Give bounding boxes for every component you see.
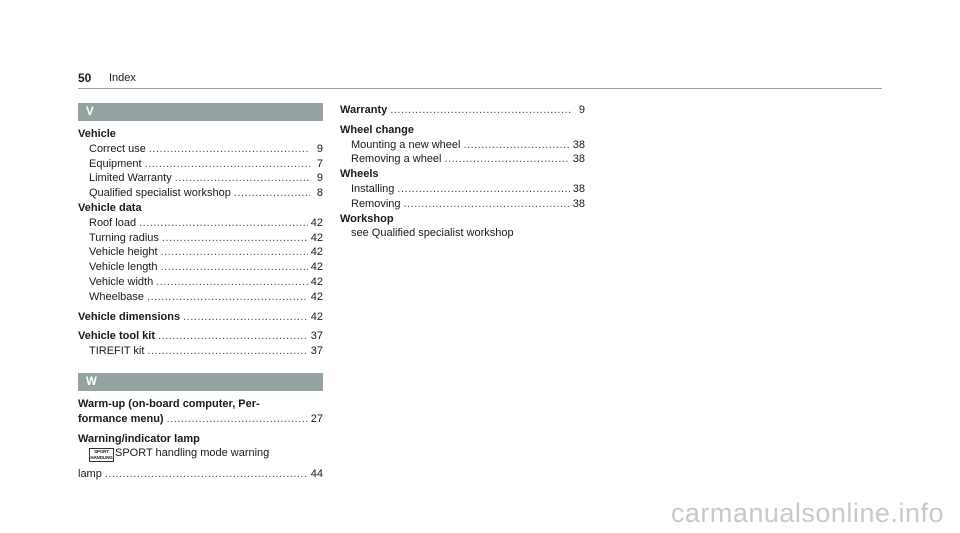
- subentry-sport-lamp-cont[interactable]: lamp ..... 44: [78, 467, 323, 482]
- page-ref: 7: [316, 157, 323, 170]
- page-ref: 44: [310, 468, 323, 481]
- subentry[interactable]: Limited Warranty ..... 9: [78, 171, 323, 186]
- subentry[interactable]: Roof load ..... 42: [78, 216, 323, 231]
- subentry[interactable]: Installing ..... 38: [340, 182, 585, 197]
- subentry-sport-lamp[interactable]: SPORT HANDLING SPORT handling mode warning: [90, 447, 270, 461]
- subentry[interactable]: Wheelbase ..... 42: [78, 290, 323, 305]
- subentry[interactable]: Removing ..... 38: [340, 197, 585, 212]
- page-ref: 42: [310, 310, 323, 323]
- sport-handling-icon: SPORT HANDLING: [90, 449, 113, 461]
- page-ref: 37: [310, 330, 323, 343]
- subentry[interactable]: Removing a wheel ..... 38: [340, 152, 585, 167]
- entry-vehicle-dimensions[interactable]: Vehicle dimensions ..... 42: [78, 310, 323, 325]
- subentry[interactable]: Turning radius ..... 42: [78, 231, 323, 246]
- page-ref: 42: [310, 290, 323, 303]
- page-ref: 38: [572, 182, 585, 195]
- page-ref: 42: [310, 246, 323, 259]
- entry-warning-lamp: Warning/indicator lamp: [78, 432, 200, 445]
- entry-vehicle: Vehicle: [78, 128, 116, 140]
- subentry[interactable]: Correct use ..... 9: [78, 142, 323, 157]
- page-ref: 42: [310, 231, 323, 244]
- page-ref: 9: [316, 142, 323, 155]
- page-header: [78, 70, 882, 89]
- section-name: Index: [109, 72, 136, 84]
- page-ref: 42: [310, 216, 323, 229]
- page-ref: 38: [572, 153, 585, 166]
- see-reference[interactable]: see Qualified specialist workshop: [351, 227, 514, 240]
- index-column-left: [78, 103, 323, 482]
- index-column-right: [340, 103, 585, 241]
- entry-workshop: Workshop: [340, 212, 394, 225]
- subentry[interactable]: Vehicle width ..... 42: [78, 275, 323, 290]
- entry-warranty[interactable]: Warranty ..... 9: [340, 103, 585, 118]
- page-ref: 9: [578, 104, 585, 116]
- entry-vehicle-data: Vehicle data: [78, 201, 142, 214]
- letter-bar-v: V: [78, 103, 323, 121]
- page-ref: 8: [316, 187, 323, 200]
- page-number: 50: [78, 71, 92, 85]
- page-ref: 37: [310, 345, 323, 358]
- subentry[interactable]: Vehicle length ..... 42: [78, 260, 323, 275]
- entry-wheel-change: Wheel change: [340, 123, 414, 136]
- page-ref: 38: [572, 197, 585, 210]
- entry-wheels: Wheels: [340, 168, 379, 181]
- subentry[interactable]: Qualified specialist workshop ..... 8: [78, 186, 323, 201]
- entry-vehicle-tool-kit[interactable]: Vehicle tool kit ..... 37: [78, 329, 323, 344]
- page-ref: 38: [572, 138, 585, 151]
- page-ref: 9: [316, 172, 323, 185]
- page-ref: 42: [310, 261, 323, 274]
- page-ref: 27: [310, 412, 323, 425]
- entry-warmup[interactable]: formance menu) ..... 27: [78, 412, 323, 427]
- subentry[interactable]: Vehicle height ..... 42: [78, 245, 323, 260]
- letter-bar-w: W: [78, 373, 323, 391]
- subentry[interactable]: TIREFIT kit ..... 37: [78, 344, 323, 359]
- subentry[interactable]: Equipment ..... 7: [78, 157, 323, 172]
- subentry[interactable]: Mounting a new wheel ..... 38: [340, 138, 585, 153]
- page-ref: 42: [310, 275, 323, 288]
- entry-warmup-line1: Warm-up (on-board computer, Per-: [78, 397, 260, 410]
- watermark: carmanualsonline.info: [670, 498, 944, 528]
